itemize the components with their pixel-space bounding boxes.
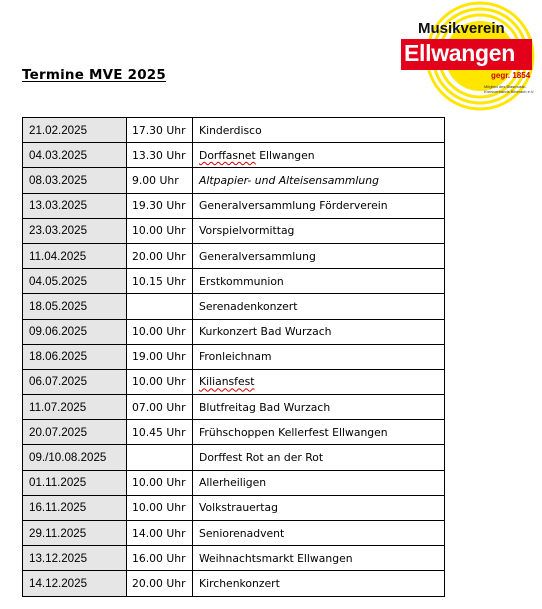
event-name: Erstkommunion: [193, 269, 445, 294]
event-name: Altpapier- und Alteisensammlung: [193, 168, 445, 193]
event-date: 20.07.2025: [23, 420, 127, 445]
event-date: 09./10.08.2025: [23, 445, 127, 470]
event-time: 14.00 Uhr: [127, 521, 193, 546]
musikverein-logo: [396, 0, 542, 112]
table-row: [23, 369, 445, 394]
event-time: 13.30 Uhr: [127, 143, 193, 168]
logo-membership-text: Mitglied des Blasmusik-Kreisverbands Biberach e.V.: [484, 84, 535, 94]
event-date: 08.03.2025: [23, 168, 127, 193]
event-name-part: Dorffasnet: [199, 148, 256, 162]
event-date: 18.06.2025: [23, 344, 127, 369]
event-date: 29.11.2025: [23, 521, 127, 546]
event-name: Kinderdisco: [193, 118, 445, 143]
event-name: Allerheiligen: [193, 470, 445, 495]
table-row: [23, 344, 445, 369]
event-name: Kirchenkonzert: [193, 571, 445, 596]
event-time: 17.30 Uhr: [127, 118, 193, 143]
event-time: 10.00 Uhr: [127, 218, 193, 243]
event-name-part: Kiliansfest: [199, 375, 255, 389]
event-name: [193, 143, 445, 168]
table-row: [23, 294, 445, 319]
event-date: 01.11.2025: [23, 470, 127, 495]
table-row: [23, 319, 445, 344]
event-name: Serenadenkonzert: [193, 294, 445, 319]
event-date: 11.04.2025: [23, 243, 127, 268]
table-row: [23, 420, 445, 445]
event-date: 21.02.2025: [23, 118, 127, 143]
event-name: Fronleichnam: [193, 344, 445, 369]
event-time: [127, 445, 193, 470]
event-time: 16.00 Uhr: [127, 546, 193, 571]
table-row: [23, 495, 445, 520]
logo-line2: Ellwangen: [404, 40, 516, 66]
event-time: 10.00 Uhr: [127, 495, 193, 520]
event-date: 14.12.2025: [23, 571, 127, 596]
event-time: 10.00 Uhr: [127, 470, 193, 495]
table-row: [23, 168, 445, 193]
table-row: [23, 143, 445, 168]
event-date: 04.05.2025: [23, 269, 127, 294]
event-time: [127, 294, 193, 319]
event-name: Seniorenadvent: [193, 521, 445, 546]
event-name: Vorspielvormittag: [193, 218, 445, 243]
table-row: [23, 445, 445, 470]
event-date: 11.07.2025: [23, 395, 127, 420]
event-date: 09.06.2025: [23, 319, 127, 344]
event-name: Generalversammlung: [193, 243, 445, 268]
event-name: Frühschoppen Kellerfest Ellwangen: [193, 420, 445, 445]
event-time: 20.00 Uhr: [127, 571, 193, 596]
event-time: 19.00 Uhr: [127, 344, 193, 369]
event-time: 10.45 Uhr: [127, 420, 193, 445]
event-date: 16.11.2025: [23, 495, 127, 520]
event-name: [193, 369, 445, 394]
event-name: Generalversammlung Förderverein: [193, 193, 445, 218]
events-table-body: [23, 118, 445, 597]
event-name: Kurkonzert Bad Wurzach: [193, 319, 445, 344]
event-name: Dorffest Rot an der Rot: [193, 445, 445, 470]
table-row: [23, 470, 445, 495]
event-date: 06.07.2025: [23, 369, 127, 394]
table-row: [23, 395, 445, 420]
table-row: [23, 118, 445, 143]
event-time: 10.00 Uhr: [127, 369, 193, 394]
table-row: [23, 521, 445, 546]
event-date: 13.12.2025: [23, 546, 127, 571]
event-date: 13.03.2025: [23, 193, 127, 218]
event-time: 20.00 Uhr: [127, 243, 193, 268]
event-date: 04.03.2025: [23, 143, 127, 168]
page-title: Termine MVE 2025: [22, 67, 166, 83]
table-row: [23, 546, 445, 571]
table-row: [23, 193, 445, 218]
event-name-part: Ellwangen: [255, 148, 315, 162]
logo-founded: gegr. 1854: [491, 71, 531, 80]
event-name: Blutfreitag Bad Wurzach: [193, 395, 445, 420]
event-time: 10.00 Uhr: [127, 319, 193, 344]
table-row: [23, 571, 445, 596]
event-date: 18.05.2025: [23, 294, 127, 319]
table-row: [23, 218, 445, 243]
logo-line1: Musikverein: [418, 20, 505, 37]
event-time: 19.30 Uhr: [127, 193, 193, 218]
event-time: 07.00 Uhr: [127, 395, 193, 420]
table-row: [23, 243, 445, 268]
event-date: 23.03.2025: [23, 218, 127, 243]
event-time: 10.15 Uhr: [127, 269, 193, 294]
event-name: Volkstrauertag: [193, 495, 445, 520]
events-table: [22, 117, 445, 597]
event-time: 9.00 Uhr: [127, 168, 193, 193]
table-row: [23, 269, 445, 294]
event-name: Weihnachtsmarkt Ellwangen: [193, 546, 445, 571]
